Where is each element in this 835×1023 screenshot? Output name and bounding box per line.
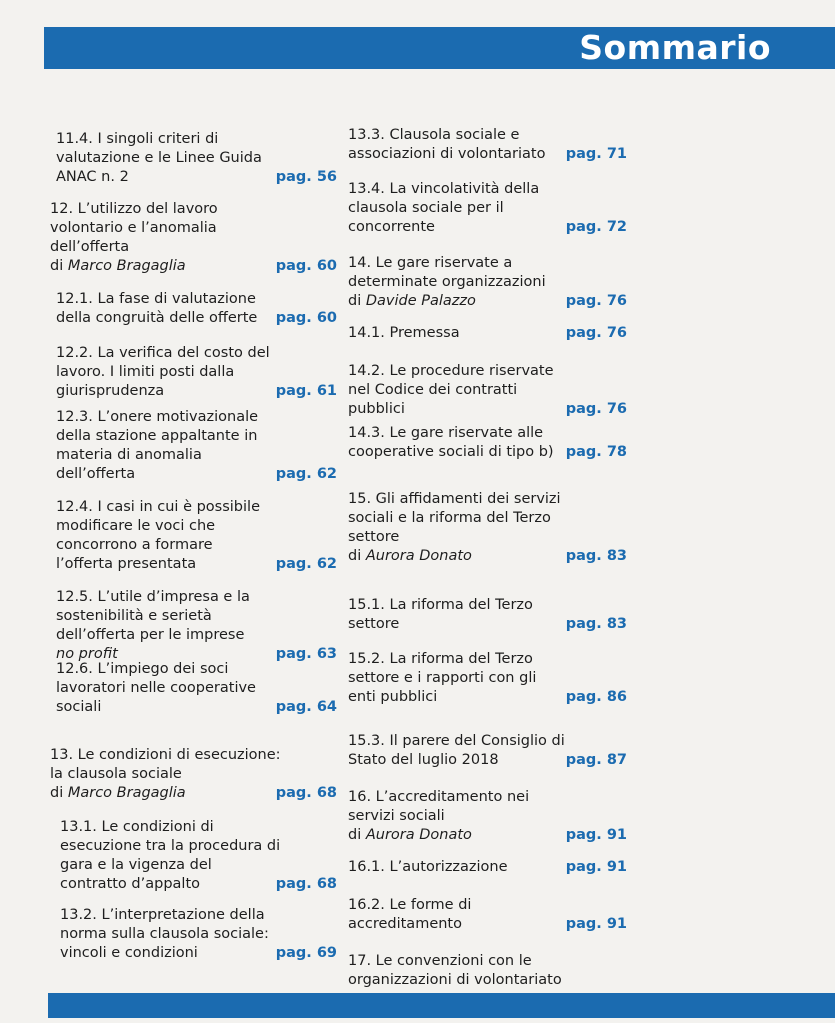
toc-entry-text: sostenibilità e serietà [56, 608, 212, 624]
toc-entry [50, 200, 337, 276]
toc-entry-text: dell’offerta per le imprese [56, 627, 245, 643]
header-bar [44, 27, 835, 69]
toc-entry-text: 14.3. Le gare riservate alle [348, 425, 544, 441]
toc-entry-page: pag. 72 [565, 219, 627, 235]
author-prefix: di [348, 293, 366, 309]
toc-entry-page: pag. 62 [275, 466, 337, 482]
toc-entry [348, 650, 627, 707]
toc-entry-text: dell’offerta [56, 466, 136, 482]
toc-entry-text: servizi sociali [348, 808, 445, 824]
toc-entry [348, 324, 627, 343]
toc-entry-text: 16.1. L’autorizzazione [348, 859, 508, 875]
toc-entry-text: organizzazioni di volontariato [348, 972, 562, 988]
toc-entry-text: giurisprudenza [56, 383, 165, 399]
toc-entry-text: della stazione appaltante in [56, 428, 258, 444]
author-prefix: di [348, 827, 366, 843]
toc-entry-text: 13.3. Clausola sociale e [348, 127, 520, 143]
toc-entry [348, 596, 627, 634]
toc-entry-text: materia di anomalia [56, 447, 202, 463]
author-prefix: di [348, 548, 366, 564]
toc-entry-text: determinate organizzazioni [348, 274, 546, 290]
toc-entry-text: gara e la vigenza del [60, 857, 212, 873]
toc-entry-page: pag. 91 [565, 859, 627, 875]
toc-entry-text: ANAC n. 2 [56, 169, 129, 185]
toc-entry-page: pag. 68 [275, 876, 337, 892]
toc-entry [348, 896, 627, 934]
toc-entry-text: 12.4. I casi in cui è possibile [56, 499, 260, 515]
toc-entry-author: Marco Bragaglia [67, 258, 186, 274]
toc-entry-text: 16. L’accreditamento nei [348, 789, 530, 805]
toc-entry-text: cooperative sociali di tipo b) [348, 444, 554, 460]
toc-entry-page: pag. 60 [275, 258, 337, 274]
toc-entry-text: norma sulla clausola sociale: [60, 926, 269, 942]
toc-entry [348, 858, 627, 877]
toc-entry-page: pag. 64 [275, 699, 337, 715]
toc-entry-page: pag. 63 [275, 646, 337, 662]
toc-entry-text: 13.4. La vincolatività della [348, 181, 540, 197]
toc-entry [50, 746, 337, 803]
toc-entry [348, 254, 627, 311]
author-prefix: di [50, 258, 68, 274]
toc-entry-text: settore [348, 616, 400, 632]
toc-entry [348, 180, 627, 237]
toc-entry-italic: no profit [56, 646, 118, 662]
toc-entry-text: concorrente [348, 219, 435, 235]
toc-entry-text: 13.2. L’interpretazione della [60, 907, 265, 923]
toc-entry-text: nel Codice dei contratti [348, 382, 518, 398]
toc-entry-author: Marco Bragaglia [67, 785, 186, 801]
toc-entry-text: concorrono a formare [56, 537, 213, 553]
toc-entry [56, 588, 337, 664]
toc-entry-text: valutazione e le Linee Guida [56, 150, 262, 166]
toc-entry-text: settore e i rapporti con gli [348, 670, 537, 686]
toc-entry-text: volontario e l’anomalia [50, 220, 217, 236]
toc-entry-text: pubblici [348, 401, 405, 417]
toc-entry-page: pag. 62 [275, 556, 337, 572]
toc-entry [56, 290, 337, 328]
toc-entry-text: 12.2. La verifica del costo del [56, 345, 270, 361]
toc-entry-page: pag. 83 [565, 616, 627, 632]
toc-entry-page: pag. 78 [565, 444, 627, 460]
toc-entry-page: pag. 91 [565, 827, 627, 843]
toc-entry [60, 818, 337, 894]
toc-entry [56, 408, 337, 484]
toc-entry-author: Davide Palazzo [365, 293, 476, 309]
toc-entry-text: accreditamento [348, 916, 462, 932]
toc-entry-page: pag. 83 [565, 548, 627, 564]
toc-entry-text: 14.2. Le procedure riservate [348, 363, 554, 379]
toc-entry-text: 15.1. La riforma del Terzo [348, 597, 533, 613]
toc-entry-text: 13. Le condizioni di esecuzione: [50, 747, 281, 763]
toc-entry-text: 15.2. La riforma del Terzo [348, 651, 533, 667]
toc-entry-text: sociali [56, 699, 102, 715]
toc-entry-page: pag. 76 [565, 401, 627, 417]
toc-entry-text: 12.6. L’impiego dei soci [56, 661, 229, 677]
toc-entry-text: Stato del luglio 2018 [348, 752, 499, 768]
toc-entry-text: 14.1. Premessa [348, 325, 460, 341]
toc-entry [60, 906, 337, 963]
toc-entry-text: 15.3. Il parere del Consiglio di [348, 733, 565, 749]
toc-entry-page: pag. 87 [565, 752, 627, 768]
toc-entry-author: Aurora Donato [365, 827, 472, 843]
toc-entry-text: associazioni di volontariato [348, 146, 546, 162]
toc-entry-page: pag. 86 [565, 689, 627, 705]
toc-entry [348, 126, 627, 164]
toc-entry-text: la clausola sociale [50, 766, 182, 782]
toc-entry-page: pag. 60 [275, 310, 337, 326]
toc-entry-text: 12. L’utilizzo del lavoro [50, 201, 218, 217]
toc-entry-text: 16.2. Le forme di [348, 897, 472, 913]
toc-entry-text: 12.5. L’utile d’impresa e la [56, 589, 250, 605]
toc-entry-text: modificare le voci che [56, 518, 216, 534]
toc-entry-text: della congruità delle offerte [56, 310, 258, 326]
toc-entry-text: clausola sociale per il [348, 200, 504, 216]
toc-entry-text: 12.1. La fase di valutazione [56, 291, 256, 307]
toc-entry-page: pag. 68 [275, 785, 337, 801]
author-prefix: di [50, 785, 68, 801]
toc-entry-text: 12.3. L’onere motivazionale [56, 409, 259, 425]
toc-entry [348, 732, 627, 770]
toc-entry-text: lavoro. I limiti posti dalla [56, 364, 235, 380]
toc-entry-text: 17. Le convenzioni con le [348, 953, 532, 969]
toc-entry-page: pag. 71 [565, 146, 627, 162]
toc-entry-text: 11.4. I singoli criteri di [56, 131, 219, 147]
toc-entry-text: esecuzione tra la procedura di [60, 838, 281, 854]
toc-entry-page: pag. 69 [275, 945, 337, 961]
toc-entry-text: sociali e la riforma del Terzo [348, 510, 551, 526]
toc-entry [348, 362, 627, 419]
toc-entry [348, 424, 627, 462]
toc-entry [348, 952, 627, 990]
toc-entry-page: pag. 76 [565, 325, 627, 341]
toc-entry-author: Aurora Donato [365, 548, 472, 564]
toc-entry [56, 130, 337, 187]
toc-entry-text: lavoratori nelle cooperative [56, 680, 256, 696]
toc-entry-text: vincoli e condizioni [60, 945, 198, 961]
toc-entry-text: settore [348, 529, 400, 545]
toc-entry [56, 344, 337, 401]
page-title: Sommario [579, 28, 771, 67]
toc-entry-text: contratto d’appalto [60, 876, 200, 892]
toc-entry [348, 788, 627, 845]
footer-bar [48, 993, 835, 1018]
toc-entry [348, 490, 627, 566]
toc-entry-page: pag. 91 [565, 916, 627, 932]
toc-entry-text: dell’offerta [50, 239, 130, 255]
toc-entry-page: pag. 61 [275, 383, 337, 399]
toc-entry-page: pag. 76 [565, 293, 627, 309]
toc-entry-page: pag. 56 [275, 169, 337, 185]
toc-entry-text: 15. Gli affidamenti dei servizi [348, 491, 561, 507]
toc-entry-text: 13.1. Le condizioni di [60, 819, 214, 835]
toc-entry-text: enti pubblici [348, 689, 438, 705]
toc-entry-text: l’offerta presentata [56, 556, 197, 572]
toc-entry [56, 498, 337, 574]
toc-entry [56, 660, 337, 717]
toc-entry-text: 14. Le gare riservate a [348, 255, 513, 271]
